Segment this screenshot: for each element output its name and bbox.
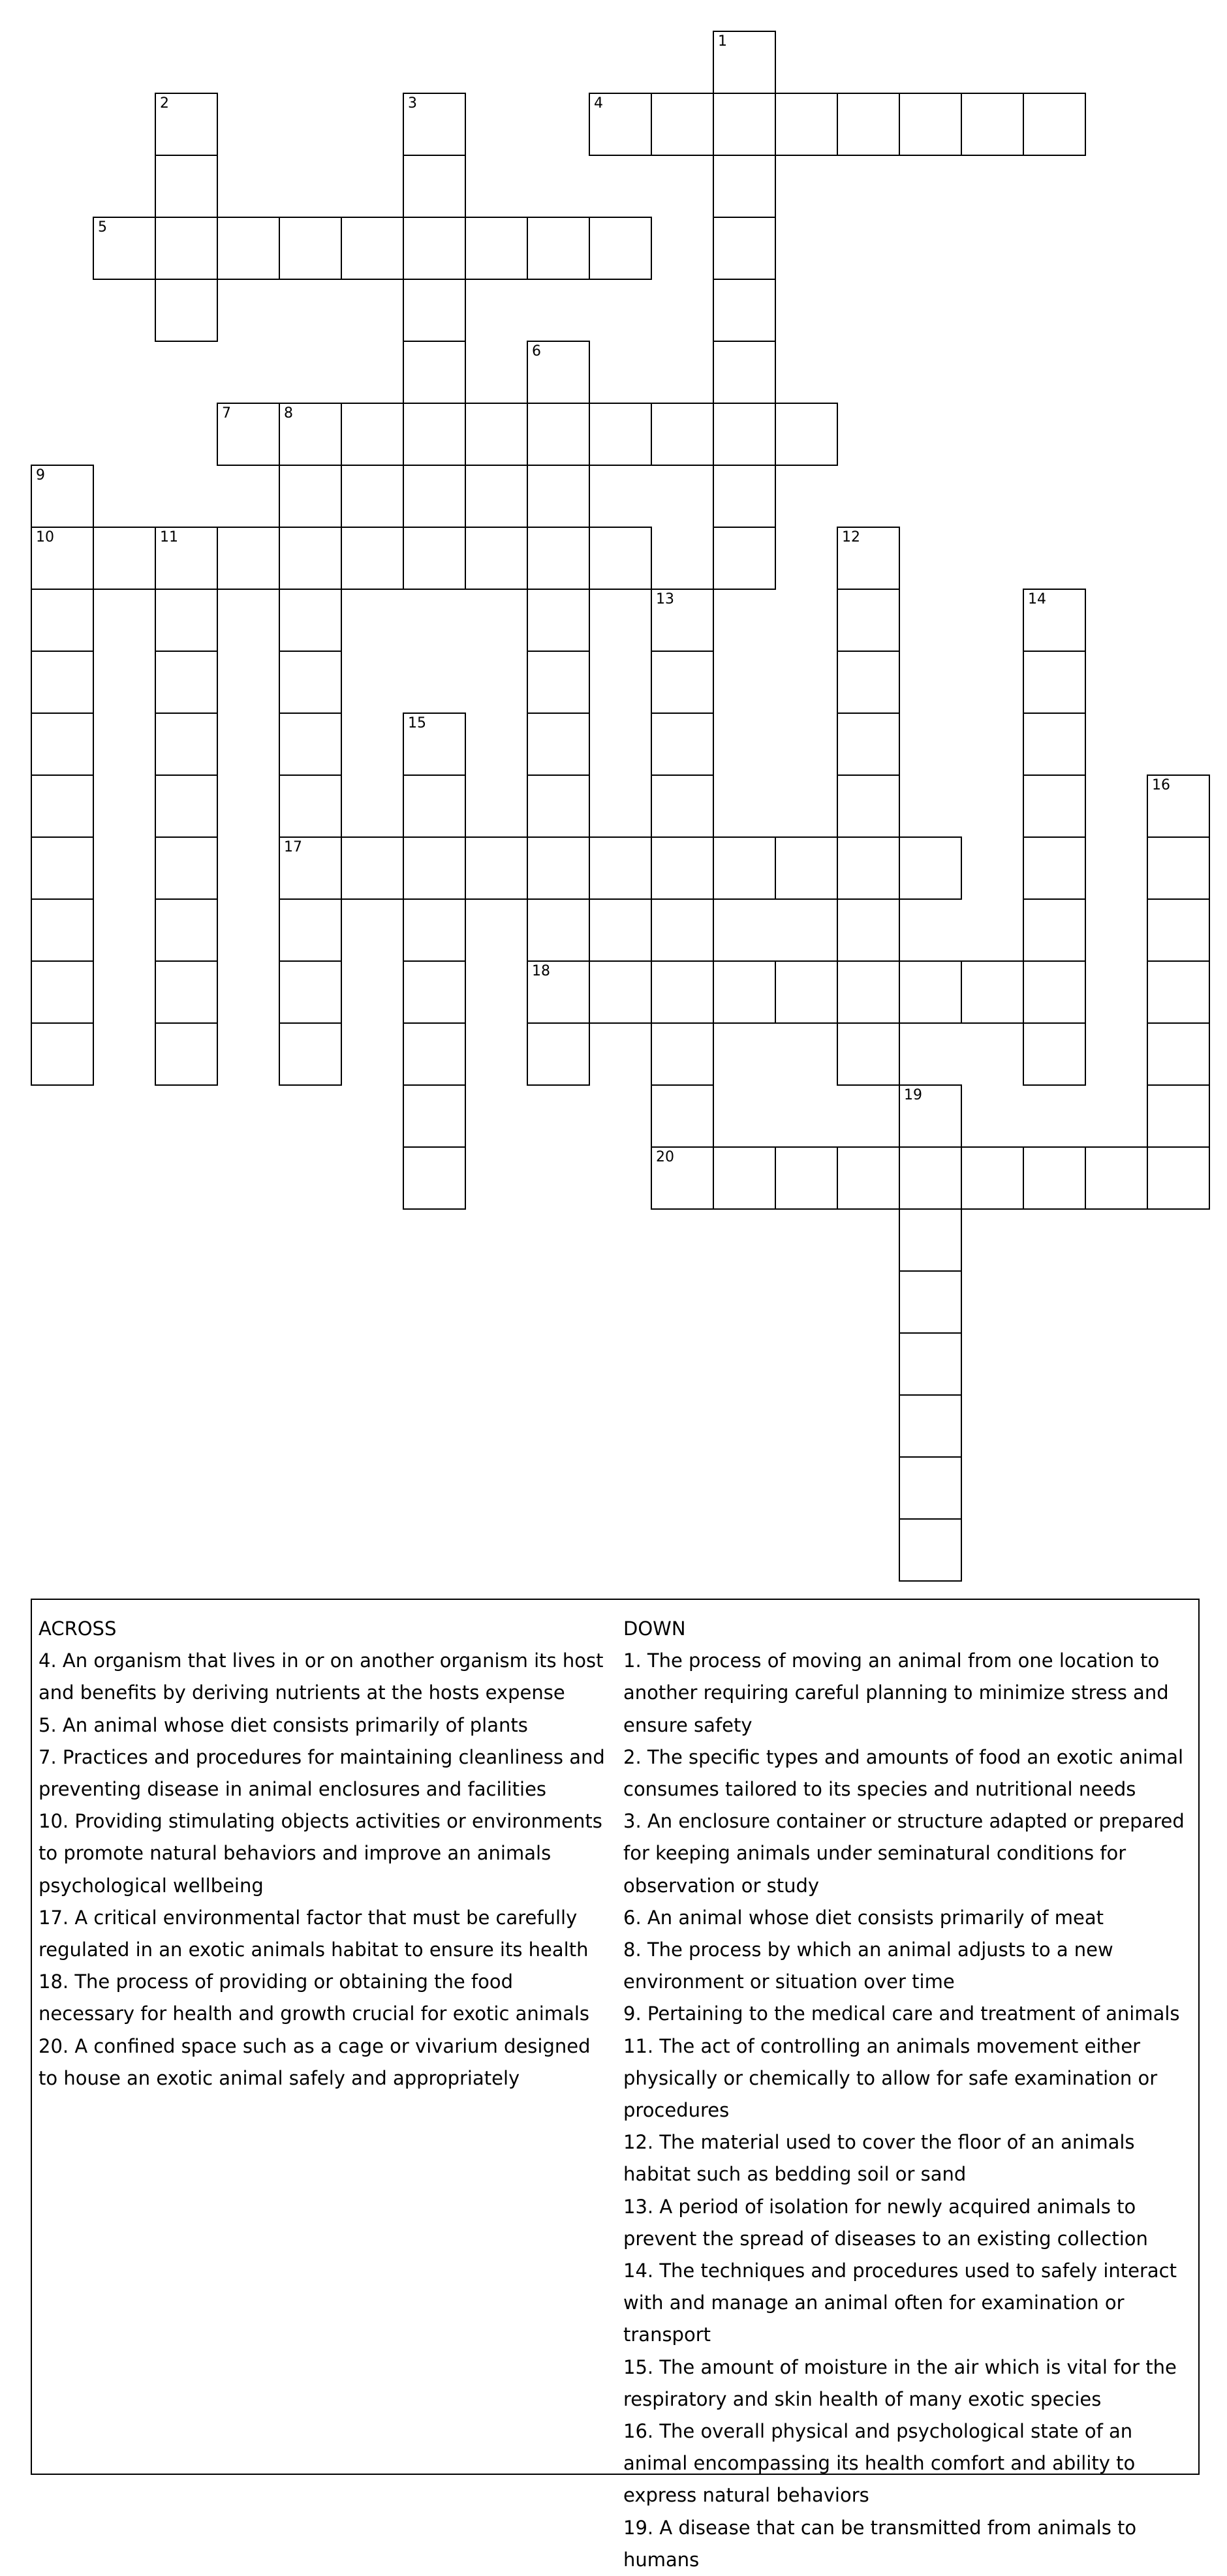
grid-cell[interactable] [1147, 1022, 1210, 1086]
grid-cell[interactable] [651, 774, 714, 838]
down-clue-2: 2. The specific types and amounts of food an exotic animal consumes tailored to its species and nutritional needs [623, 1745, 1184, 1801]
grid-cell[interactable] [589, 403, 652, 466]
grid-cell[interactable] [403, 713, 466, 776]
grid-cell[interactable] [279, 217, 342, 280]
grid-cell[interactable] [713, 279, 776, 342]
grid-cell[interactable] [527, 1022, 590, 1086]
clue-number: 2 [160, 95, 169, 112]
grid-cell[interactable] [651, 1146, 714, 1210]
grid-cell[interactable] [651, 589, 714, 652]
grid-cell[interactable] [279, 465, 342, 528]
grid-cell[interactable] [837, 1022, 900, 1086]
grid-cell[interactable] [31, 1022, 94, 1086]
grid-cell[interactable] [31, 898, 94, 962]
grid-cell[interactable] [341, 403, 404, 466]
grid-cell[interactable] [961, 1146, 1024, 1210]
grid-cell[interactable] [589, 527, 652, 590]
grid-cell[interactable] [31, 960, 94, 1024]
grid-cell[interactable] [899, 1518, 962, 1582]
clue-number: 4 [594, 95, 603, 112]
grid-cell[interactable] [837, 651, 900, 714]
grid-cell[interactable] [155, 1022, 218, 1086]
grid-cell[interactable] [1147, 960, 1210, 1024]
down-clue-3: 3. An enclosure container or structure adapted or prepared for keeping animals under seminatural conditions for observation or study [623, 1810, 1185, 1897]
grid-cell[interactable] [837, 589, 900, 652]
grid-cell[interactable] [93, 217, 156, 280]
clue-number: 8 [284, 405, 293, 422]
grid-cell[interactable] [899, 1456, 962, 1520]
grid-cell[interactable] [899, 960, 962, 1024]
clue-number: 11 [160, 529, 178, 545]
grid-cell[interactable] [279, 774, 342, 838]
grid-cell[interactable] [713, 341, 776, 404]
clue-number: 15 [408, 715, 426, 731]
across-clue-10: 10. Providing stimulating objects activities or environments to promote natural behaviors and improve an animals psychological wellbeing [39, 1810, 602, 1897]
down-clue-8: 8. The process by which an animal adjusts to a new environment or situation over time [623, 1939, 1113, 1993]
grid-cell[interactable] [31, 527, 94, 590]
grid-cell[interactable] [155, 93, 218, 156]
clue-number: 3 [408, 95, 417, 112]
grid-cell[interactable] [775, 403, 838, 466]
grid-cell[interactable] [527, 527, 590, 590]
across-clues [39, 1613, 613, 2094]
grid-cell[interactable] [527, 836, 590, 900]
grid-cell[interactable] [279, 527, 342, 590]
grid-cell[interactable] [155, 279, 218, 342]
across-clue-5: 5. An animal whose diet consists primarily of plants [39, 1713, 528, 1736]
grid-cell[interactable] [1147, 1084, 1210, 1148]
grid-cell[interactable] [651, 960, 714, 1024]
grid-cell[interactable] [155, 898, 218, 962]
grid-cell[interactable] [31, 836, 94, 900]
across-clue-20: 20. A confined space such as a cage or vivarium designed to house an exotic animal safely and appropriately [39, 2034, 591, 2089]
grid-cell[interactable] [403, 93, 466, 156]
grid-cell[interactable] [1085, 1146, 1148, 1210]
grid-cell[interactable] [403, 155, 466, 218]
down-clue-13: 13. A period of isolation for newly acquired animals to prevent the spread of diseases to an existing collection [623, 2195, 1148, 2250]
down-clues [623, 1613, 1192, 2576]
grid-cell[interactable] [155, 774, 218, 838]
grid-cell[interactable] [713, 465, 776, 528]
grid-cell[interactable] [775, 1146, 838, 1210]
clue-number: 12 [842, 529, 860, 545]
grid-cell[interactable] [1023, 589, 1086, 652]
grid-cell[interactable] [403, 960, 466, 1024]
grid-cell[interactable] [527, 651, 590, 714]
grid-cell[interactable] [279, 898, 342, 962]
grid-cell[interactable] [1147, 898, 1210, 962]
grid-cell[interactable] [155, 589, 218, 652]
grid-cell[interactable] [527, 898, 590, 962]
clue-number: 6 [532, 343, 541, 360]
grid-cell[interactable] [527, 713, 590, 776]
grid-cell[interactable] [713, 31, 776, 94]
grid-cell[interactable] [1023, 1022, 1086, 1086]
grid-cell[interactable] [155, 836, 218, 900]
clue-number: 13 [656, 591, 674, 607]
grid-cell[interactable] [527, 341, 590, 404]
grid-cell[interactable] [1023, 898, 1086, 962]
grid-cell[interactable] [899, 1208, 962, 1272]
grid-cell[interactable] [899, 93, 962, 156]
grid-cell[interactable] [837, 1146, 900, 1210]
grid-cell[interactable] [403, 1146, 466, 1210]
grid-cell[interactable] [279, 713, 342, 776]
grid-cell[interactable] [713, 1146, 776, 1210]
down-clue-15: 15. The amount of moisture in the air which is vital for the respiratory and skin health of many exotic species [623, 2355, 1177, 2410]
grid-cell[interactable] [1147, 836, 1210, 900]
down-clue-16: 16. The overall physical and psychological state of an animal encompassing its health comfort and ability to express natural behaviors [623, 2420, 1136, 2507]
grid-cell[interactable] [279, 960, 342, 1024]
grid-cell[interactable] [899, 1084, 962, 1148]
grid-cell[interactable] [713, 960, 776, 1024]
grid-cell[interactable] [837, 527, 900, 590]
grid-cell[interactable] [651, 1084, 714, 1148]
grid-cell[interactable] [589, 93, 652, 156]
grid-cell[interactable] [1023, 651, 1086, 714]
grid-cell[interactable] [837, 898, 900, 962]
clue-number: 5 [98, 219, 107, 236]
grid-cell[interactable] [527, 960, 590, 1024]
grid-cell[interactable] [899, 1146, 962, 1210]
grid-cell[interactable] [341, 217, 404, 280]
grid-cell[interactable] [527, 465, 590, 528]
grid-cell[interactable] [217, 403, 280, 466]
down-clue-11: 11. The act of controlling an animals movement either physically or chemically to allow for safe examination or procedures [623, 2034, 1158, 2122]
grid-cell[interactable] [1023, 713, 1086, 776]
grid-cell[interactable] [279, 651, 342, 714]
clue-number: 17 [284, 839, 302, 855]
grid-cell[interactable] [899, 1394, 962, 1458]
grid-cell[interactable] [527, 217, 590, 280]
clue-number: 18 [532, 963, 550, 979]
grid-cell[interactable] [651, 898, 714, 962]
grid-cell[interactable] [961, 960, 1024, 1024]
grid-cell[interactable] [155, 651, 218, 714]
across-clue-7: 7. Practices and procedures for maintaining cleanliness and preventing disease in animal enclosures and facilities [39, 1745, 605, 1801]
grid-cell[interactable] [837, 836, 900, 900]
grid-cell[interactable] [837, 93, 900, 156]
grid-cell[interactable] [155, 960, 218, 1024]
grid-cell[interactable] [713, 93, 776, 156]
down-clue-6: 6. An animal whose diet consists primarily of meat [623, 1906, 1104, 1929]
grid-cell[interactable] [403, 1084, 466, 1148]
down-clue-19: 19. A disease that can be transmitted from animals to humans [623, 2516, 1137, 2571]
down-clue-1: 1. The process of moving an animal from one location to another requiring careful planning to minimize stress and ensure safety [623, 1649, 1169, 1736]
grid-cell[interactable] [713, 527, 776, 590]
clue-number: 14 [1028, 591, 1046, 607]
grid-cell[interactable] [527, 403, 590, 466]
grid-cell[interactable] [837, 713, 900, 776]
down-clue-9: 9. Pertaining to the medical care and treatment of animals [623, 2002, 1180, 2025]
clue-number: 19 [904, 1087, 922, 1103]
grid-cell[interactable] [403, 774, 466, 838]
grid-cell[interactable] [651, 713, 714, 776]
grid-cell[interactable] [1023, 1146, 1086, 1210]
grid-cell[interactable] [217, 527, 280, 590]
clue-number: 10 [36, 529, 54, 545]
grid-cell[interactable] [341, 527, 404, 590]
grid-cell[interactable] [589, 960, 652, 1024]
grid-cell[interactable] [155, 217, 218, 280]
grid-cell[interactable] [403, 279, 466, 342]
grid-cell[interactable] [527, 589, 590, 652]
grid-cell[interactable] [465, 403, 528, 466]
grid-cell[interactable] [341, 836, 404, 900]
grid-cell[interactable] [1023, 960, 1086, 1024]
grid-cell[interactable] [403, 217, 466, 280]
grid-cell[interactable] [279, 836, 342, 900]
grid-cell[interactable] [1023, 774, 1086, 838]
grid-cell[interactable] [713, 217, 776, 280]
grid-cell[interactable] [899, 836, 962, 900]
grid-cell[interactable] [465, 527, 528, 590]
grid-cell[interactable] [31, 589, 94, 652]
grid-cell[interactable] [93, 527, 156, 590]
grid-cell[interactable] [1147, 1146, 1210, 1210]
down-clue-12: 12. The material used to cover the floor of an animals habitat such as bedding soil or sand [623, 2131, 1135, 2186]
across-clue-18: 18. The process of providing or obtaining the food necessary for health and growth crucial for exotic animals [39, 1970, 590, 2025]
across-clue-4: 4. An organism that lives in or on another organism its host and benefits by deriving nutrients at the hosts expense [39, 1649, 604, 1704]
grid-cell[interactable] [1023, 836, 1086, 900]
clue-number: 1 [718, 33, 727, 50]
grid-cell[interactable] [651, 93, 714, 156]
grid-cell[interactable] [589, 836, 652, 900]
grid-cell[interactable] [651, 651, 714, 714]
grid-cell[interactable] [403, 527, 466, 590]
grid-cell[interactable] [651, 1022, 714, 1086]
grid-cell[interactable] [155, 155, 218, 218]
grid-cell[interactable] [403, 403, 466, 466]
grid-cell[interactable] [775, 93, 838, 156]
grid-cell[interactable] [1023, 93, 1086, 156]
grid-cell[interactable] [899, 1270, 962, 1334]
down-clue-14: 14. The techniques and procedures used to safely interact with and manage an animal often for examination or transport [623, 2260, 1177, 2346]
grid-cell[interactable] [899, 1332, 962, 1396]
grid-cell[interactable] [279, 403, 342, 466]
grid-cell[interactable] [31, 713, 94, 776]
clue-panel [31, 1599, 1200, 2571]
grid-cell[interactable] [217, 217, 280, 280]
grid-cell[interactable] [403, 1022, 466, 1086]
grid-cell[interactable] [403, 341, 466, 404]
down-heading: DOWN [623, 1618, 686, 1640]
grid-cell[interactable] [713, 155, 776, 218]
grid-cell[interactable] [31, 651, 94, 714]
clue-number: 16 [1152, 777, 1170, 793]
grid-cell[interactable] [775, 960, 838, 1024]
grid-cell[interactable] [961, 93, 1024, 156]
grid-cell[interactable] [775, 836, 838, 900]
clue-number: 9 [36, 467, 45, 483]
grid-cell[interactable] [279, 1022, 342, 1086]
grid-cell[interactable] [837, 960, 900, 1024]
grid-cell[interactable] [155, 713, 218, 776]
grid-cell[interactable] [589, 217, 652, 280]
grid-cell[interactable] [403, 465, 466, 528]
grid-cell[interactable] [403, 836, 466, 900]
clue-number: 20 [656, 1149, 674, 1165]
grid-cell[interactable] [651, 403, 714, 466]
grid-cell[interactable] [527, 774, 590, 838]
grid-cell[interactable] [279, 589, 342, 652]
grid-cell[interactable] [465, 217, 528, 280]
grid-cell[interactable] [155, 527, 218, 590]
grid-cell[interactable] [651, 836, 714, 900]
grid-cell[interactable] [31, 774, 94, 838]
grid-cell[interactable] [31, 465, 94, 528]
grid-cell[interactable] [713, 403, 776, 466]
across-clue-17: 17. A critical environmental factor that must be carefully regulated in an exotic animals habitat to ensure its health [39, 1906, 589, 1961]
across-heading: ACROSS [39, 1618, 117, 1640]
grid-cell[interactable] [465, 836, 528, 900]
grid-cell[interactable] [713, 836, 776, 900]
grid-cell[interactable] [1147, 774, 1210, 838]
clue-number: 7 [222, 405, 231, 422]
grid-cell[interactable] [403, 898, 466, 962]
grid-cell[interactable] [837, 774, 900, 838]
